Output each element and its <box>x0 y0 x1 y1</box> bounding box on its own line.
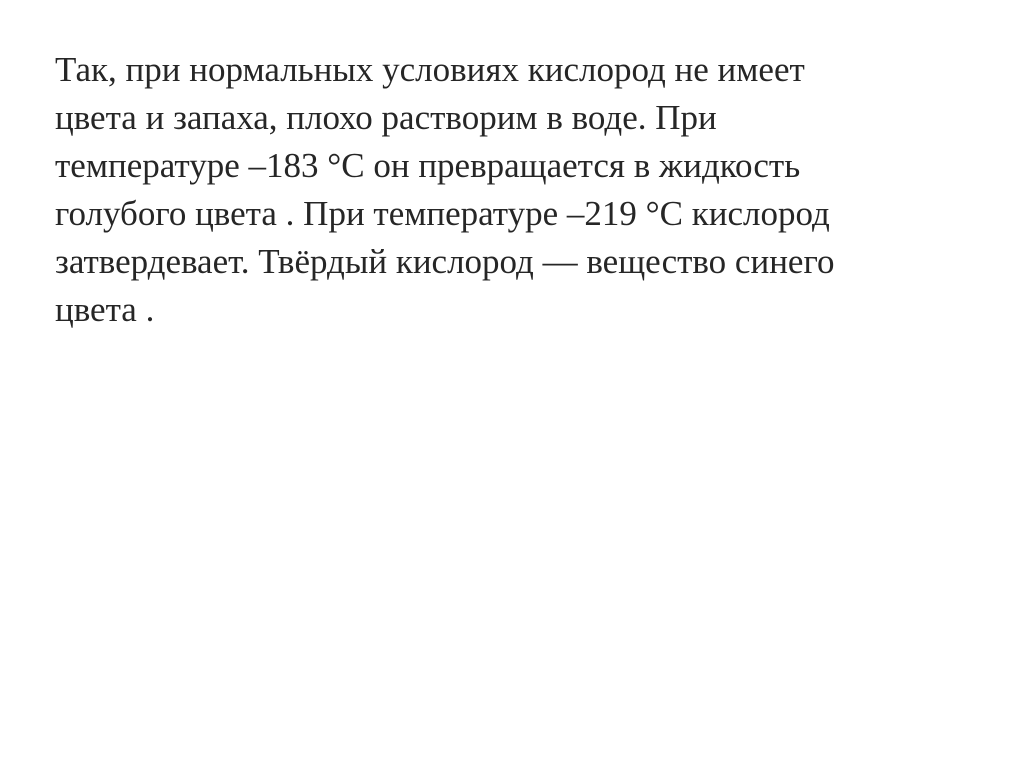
text-line-4: голубого цвета . При температуре –219 °С кислород <box>55 194 830 233</box>
text-line-2: цвета и запаха, плохо растворим в воде. При <box>55 98 717 137</box>
text-line-6: цвета . <box>55 290 155 329</box>
text-line-5: затвердевает. Твёрдый кислород — вещество синего <box>55 242 835 281</box>
text-line-3: температуре –183 °С он превращается в жидкость <box>55 146 801 185</box>
text-line-1: Так, при нормальных условиях кислород не имеет <box>55 50 805 89</box>
paragraph-oxygen-properties <box>55 46 985 334</box>
